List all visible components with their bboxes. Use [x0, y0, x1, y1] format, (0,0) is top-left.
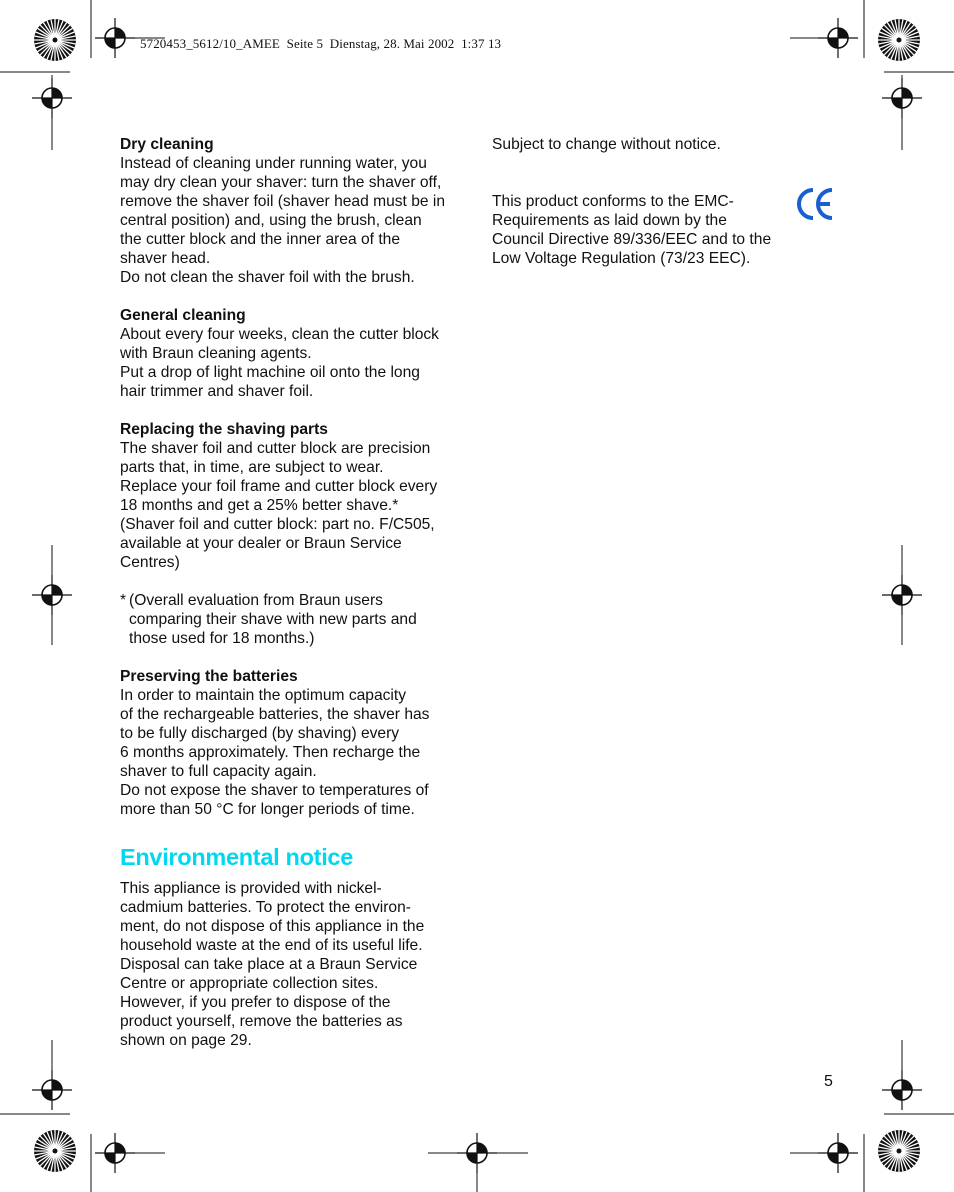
body-line: parts that, in time, are subject to wear.	[120, 459, 384, 476]
body-line: product yourself, remove the batteries as	[120, 1013, 403, 1030]
body-line: Council Directive 89/336/EEC and to the	[492, 231, 772, 248]
body-line: 6 months approximately. Then recharge the	[120, 744, 421, 761]
body-line: ment, do not dispose of this appliance in the	[120, 918, 425, 935]
body-line: Disposal can take place at a Braun Service	[120, 956, 418, 973]
footnote-line: those used for 18 months.)	[129, 630, 315, 647]
body-line: hair trimmer and shaver foil.	[120, 383, 314, 400]
body-line: may dry clean your shaver: turn the shaver off,	[120, 174, 442, 191]
body-line: In order to maintain the optimum capacity	[120, 687, 407, 704]
body-line: Replace your foil frame and cutter block every	[120, 478, 438, 495]
body-line: This appliance is provided with nickel-	[120, 880, 382, 897]
body-line: Centres)	[120, 554, 180, 571]
body-line: to be fully discharged (by shaving) every	[120, 725, 400, 742]
page-number: 5	[824, 1073, 833, 1090]
dry-cleaning-section	[120, 135, 465, 287]
subject-to-change-note: Subject to change without notice.	[492, 136, 721, 153]
body-line: Instead of cleaning under running water, you	[120, 155, 427, 172]
replacing-parts-section	[120, 420, 465, 572]
left-column	[120, 135, 465, 1069]
body-line: Centre or appropriate collection sites.	[120, 975, 379, 992]
body-line: This product conforms to the EMC-	[492, 193, 734, 210]
body-line: central position) and, using the brush, clean	[120, 212, 422, 229]
emc-conformity-section	[492, 192, 812, 268]
body-line: with Braun cleaning agents.	[120, 345, 312, 362]
general-cleaning-heading: General cleaning	[120, 307, 246, 324]
body-line: remove the shaver foil (shaver head must be in	[120, 193, 446, 210]
body-line: the cutter block and the inner area of the	[120, 231, 401, 248]
body-line: more than 50 °C for longer periods of time.	[120, 801, 415, 818]
replacing-parts-heading: Replacing the shaving parts	[120, 421, 328, 438]
general-cleaning-section	[120, 306, 465, 401]
footnote-line: comparing their shave with new parts and	[129, 611, 417, 628]
ce-mark-icon	[794, 184, 836, 224]
body-line: household waste at the end of its useful life.	[120, 937, 423, 954]
footnote-marker: *	[120, 592, 127, 609]
batteries-section	[120, 667, 465, 819]
body-line: Do not clean the shaver foil with the brush.	[120, 269, 415, 286]
body-line: of the rechargeable batteries, the shaver has	[120, 706, 430, 723]
body-line: shaver to full capacity again.	[120, 763, 317, 780]
right-column	[492, 135, 812, 268]
dry-cleaning-heading: Dry cleaning	[120, 136, 214, 153]
body-line: 18 months and get a 25% better shave.*	[120, 497, 399, 514]
body-line: The shaver foil and cutter block are precision	[120, 440, 431, 457]
body-line: (Shaver foil and cutter block: part no. F/C505,	[120, 516, 435, 533]
print-slug: 5720453_5612/10_AMEE Seite 5 Dienstag, 28. Mai 2002 1:37 13	[140, 36, 502, 51]
body-line: available at your dealer or Braun Service	[120, 535, 402, 552]
footnote	[120, 591, 465, 648]
body-line: Low Voltage Regulation (73/23 EEC).	[492, 250, 751, 267]
body-line: However, if you prefer to dispose of the	[120, 994, 391, 1011]
body-line: Put a drop of light machine oil onto the long	[120, 364, 420, 381]
body-line: About every four weeks, clean the cutter block	[120, 326, 439, 343]
body-line: Do not expose the shaver to temperatures of	[120, 782, 429, 799]
footnote-line: (Overall evaluation from Braun users	[129, 592, 383, 609]
environmental-section	[120, 843, 465, 1050]
body-line: shaver head.	[120, 250, 211, 267]
body-line: shown on page 29.	[120, 1032, 252, 1049]
body-line: cadmium batteries. To protect the environ-	[120, 899, 411, 916]
environmental-notice-title: Environmental notice	[120, 844, 353, 870]
batteries-heading: Preserving the batteries	[120, 668, 298, 685]
body-line: Requirements as laid down by the	[492, 212, 727, 229]
